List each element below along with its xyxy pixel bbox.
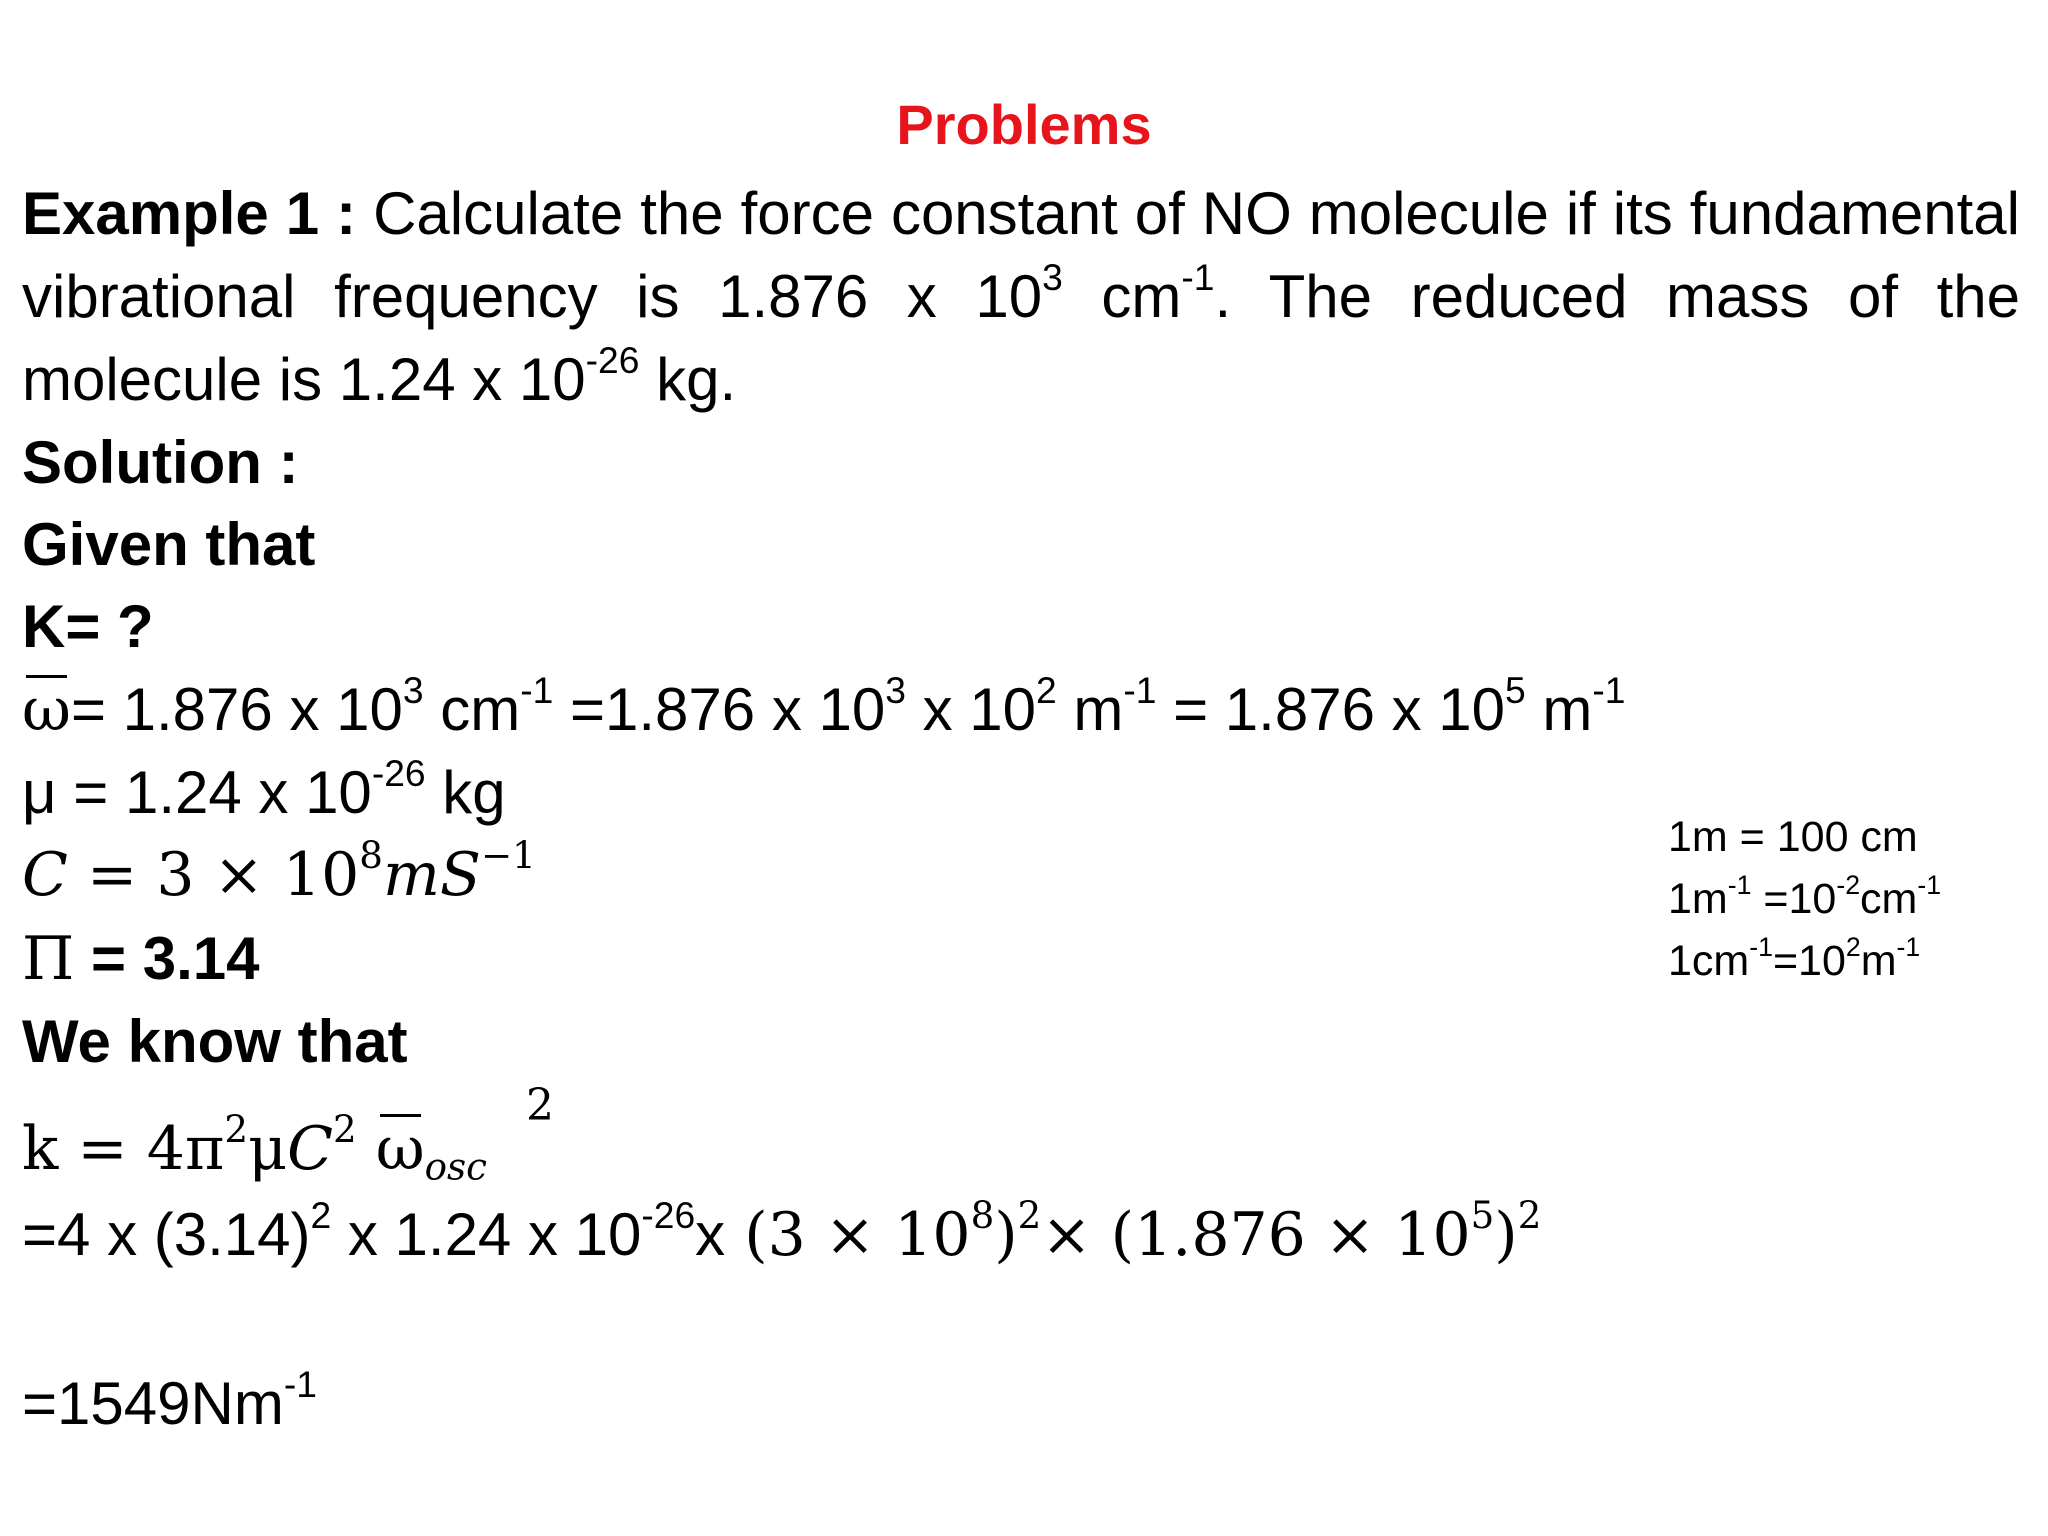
calc-line bbox=[22, 1193, 1541, 1277]
conversion-note-2 bbox=[1668, 868, 1941, 930]
pi-symbol: Π bbox=[22, 924, 75, 994]
calc-math: ) bbox=[994, 1200, 1018, 1270]
example-text-4: kg. bbox=[639, 346, 737, 413]
formula-exp: 2 bbox=[224, 1107, 249, 1152]
know-heading: We know that bbox=[22, 1008, 408, 1075]
omega-exp: 3 bbox=[885, 669, 906, 712]
note-text: cm bbox=[1860, 875, 1918, 923]
result-line bbox=[22, 1362, 317, 1445]
omega-exp: -1 bbox=[1123, 669, 1157, 712]
calc-exp: 2 bbox=[1017, 1193, 1042, 1238]
omega-exp: -1 bbox=[1592, 669, 1626, 712]
example-paragraph bbox=[22, 172, 2020, 421]
formula-text: k = 4π bbox=[22, 1114, 225, 1184]
calc-exp: 2 bbox=[310, 1194, 332, 1237]
formula-square: 2 bbox=[526, 1080, 554, 1131]
omega-text: = 1.876 x 10 bbox=[70, 676, 403, 743]
note-text: 1cm bbox=[1668, 937, 1750, 985]
conversion-notes bbox=[1668, 806, 1941, 992]
omega-text: m bbox=[1056, 676, 1124, 743]
example-label: Example 1 : bbox=[22, 180, 357, 247]
calc-exp: 8 bbox=[970, 1193, 995, 1238]
c-unit: mS bbox=[382, 840, 481, 910]
given-heading: Given that bbox=[22, 511, 316, 578]
example-text-3: . The reduced mass of the molecule is 1.24 x 10 bbox=[22, 263, 2021, 413]
result-text: =1549Nm bbox=[22, 1370, 284, 1437]
omega-text: =1.876 x 10 bbox=[553, 676, 886, 743]
example-exp-2: -1 bbox=[1181, 256, 1215, 299]
calc-text: x 1.24 x 10 bbox=[331, 1201, 642, 1268]
formula-exp: 2 bbox=[332, 1107, 357, 1152]
pi-line bbox=[22, 917, 259, 1001]
c-exp: −1 bbox=[480, 833, 536, 878]
calc-math: ) bbox=[1494, 1200, 1518, 1270]
omega-text: = 1.876 x 10 bbox=[1156, 676, 1506, 743]
example-text-1: Calculate the force constant of NO molecule if its fundamental vibrational frequency is 1.876 x 10 bbox=[22, 180, 2020, 330]
mu-line bbox=[22, 751, 506, 834]
formula-c: C bbox=[287, 1114, 333, 1184]
omega-text: cm bbox=[423, 676, 521, 743]
pi-value: = 3.14 bbox=[74, 925, 260, 992]
result-exp: -1 bbox=[283, 1363, 317, 1406]
formula-subscript: osc bbox=[424, 1144, 487, 1189]
calc-math: × (1.876 × 10 bbox=[1041, 1200, 1471, 1270]
conversion-note-1: 1m = 100 cm bbox=[1668, 813, 1918, 861]
note-text: =10 bbox=[1772, 937, 1846, 985]
page-title: Problems bbox=[896, 93, 1152, 156]
omega-exp: -1 bbox=[520, 669, 554, 712]
c-line bbox=[22, 834, 536, 917]
note-exp: -1 bbox=[1749, 931, 1773, 962]
note-exp: -1 bbox=[1727, 869, 1752, 900]
c-exp: 8 bbox=[359, 833, 383, 878]
mu-text: μ = 1.24 x 10 bbox=[22, 759, 372, 826]
note-text: =10 bbox=[1751, 875, 1837, 923]
omega-exp: 3 bbox=[402, 669, 424, 712]
k-line: K= ? bbox=[22, 593, 154, 660]
formula-omega: ω bbox=[376, 1108, 425, 1191]
calc-exp: -26 bbox=[641, 1194, 696, 1237]
example-exp-1: 3 bbox=[1042, 256, 1063, 299]
calc-math: (3 × 10 bbox=[725, 1200, 971, 1270]
formula-line bbox=[22, 1108, 487, 1191]
c-text: = 3 × 10 bbox=[67, 840, 360, 910]
omega-exp: 5 bbox=[1505, 669, 1526, 712]
note-exp: 2 bbox=[1845, 931, 1861, 962]
note-text: m bbox=[1860, 937, 1897, 985]
conversion-note-3 bbox=[1668, 930, 1941, 992]
calc-text: x bbox=[695, 1201, 726, 1268]
formula-mu: μ bbox=[248, 1114, 288, 1184]
omega-text: x 10 bbox=[905, 676, 1036, 743]
note-text: 1m bbox=[1668, 875, 1728, 923]
omega-line bbox=[22, 668, 1625, 752]
calc-exp: 2 bbox=[1517, 1193, 1542, 1238]
note-exp: -1 bbox=[1896, 931, 1921, 962]
note-exp: -2 bbox=[1836, 869, 1861, 900]
mu-exp: -26 bbox=[371, 752, 426, 795]
example-text-2: cm bbox=[1062, 263, 1182, 330]
note-exp: -1 bbox=[1917, 869, 1942, 900]
calc-exp: 5 bbox=[1470, 1193, 1495, 1238]
example-exp-3: -26 bbox=[585, 339, 640, 382]
omega-text: m bbox=[1525, 676, 1593, 743]
c-symbol: C bbox=[22, 840, 68, 910]
omega-exp: 2 bbox=[1036, 669, 1057, 712]
calc-text: =4 x (3.14) bbox=[22, 1201, 311, 1268]
omega-bar-symbol: ω bbox=[22, 669, 71, 752]
solution-heading: Solution : bbox=[22, 429, 299, 496]
mu-unit: kg bbox=[425, 759, 506, 826]
